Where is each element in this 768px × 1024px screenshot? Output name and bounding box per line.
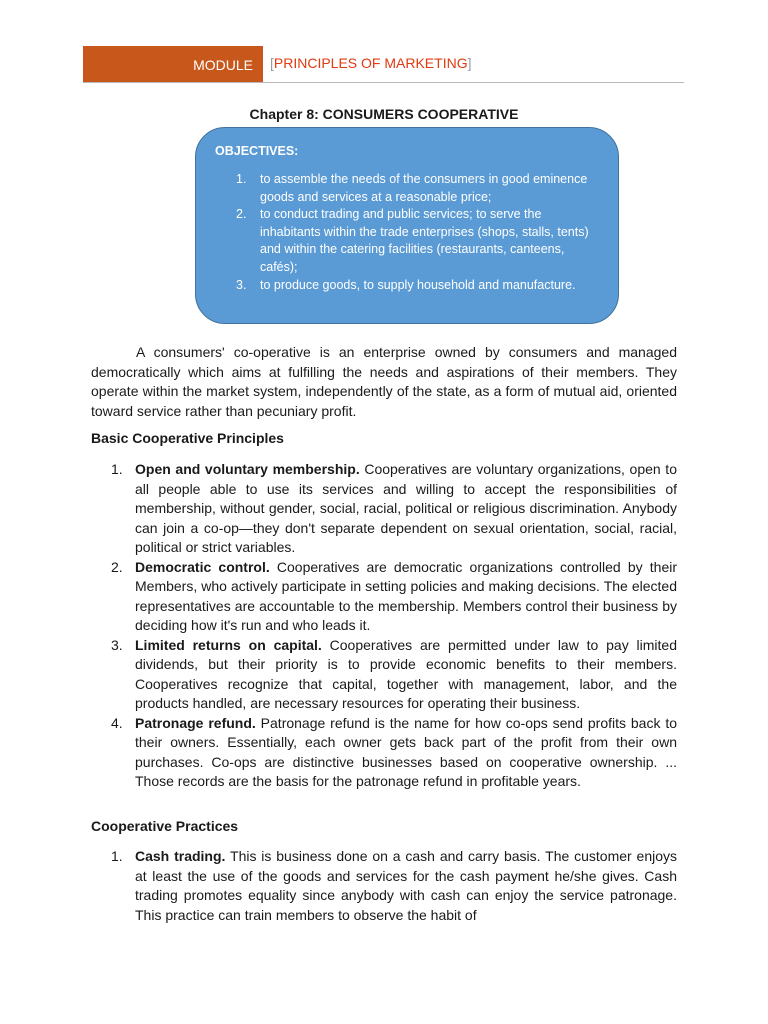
intro-paragraph: A consumers' co-operative is an enterprise owned by consumers and managed democratically which aims at fulfilling the needs and aspirations of their members. They operate within the market system, independently of the state, as a form of mutual aid, oriented toward service rather than pecuniary profit. (91, 344, 677, 419)
principles-list (109, 460, 677, 792)
objective-text: to assemble the needs of the consumers in good eminence goods and services at a reasonable price; (260, 172, 588, 204)
principles-heading: Basic Cooperative Principles (91, 430, 284, 446)
objectives-label: OBJECTIVES: (215, 144, 299, 158)
principle-number: 4. (111, 714, 123, 731)
practices-list (109, 847, 677, 925)
module-label: MODULE (83, 46, 263, 82)
principle-item (109, 460, 677, 558)
objectives-list (234, 171, 594, 294)
practice-title: Cash trading. (135, 848, 226, 864)
principle-text: Cooperatives are democratic organizations controlled by their Members, who actively participate in setting policies and making decisions. The elected representatives are accountable to the membership. Members control their business by deciding how it's run and who leads it. (135, 558, 678, 633)
principle-text: Patronage refund is the name for how co-ops send profits back to their owners. Essentially, each owner gets back part of the profit from their own purchases. Co-ops are distinctive businesses based on cooperative ownership. ... Those records are the basis for the patronage refund in profitable years. (135, 714, 678, 789)
objective-number: 2. (236, 207, 247, 222)
principle-number: 2. (111, 558, 123, 575)
principle-title: Democratic control. (135, 558, 270, 575)
principle-item (109, 636, 677, 714)
practice-text: This is business done on a cash and carry basis. The customer enjoys at least the use of the goods and services for the cash payment he/she gives. Cash trading promotes equality since anybody with cash can enjoy the service patronage. This practice can train members to observe the habit of (135, 848, 677, 923)
practice-item (109, 847, 677, 925)
objective-text: to produce goods, to supply household and manufacture. (260, 277, 576, 292)
objective-item (234, 277, 594, 295)
objective-text: to conduct trading and public services; to serve the inhabitants within the trade enterprises (shops, stalls, tents) and within the catering facilities (restaurants, canteens, cafés); (260, 207, 589, 274)
title-bracket-close: ] (467, 55, 472, 71)
chapter-title: Chapter 8: CONSUMERS COOPERATIVE (249, 106, 519, 122)
module-title-text: PRINCIPLES OF MARKETING (273, 55, 468, 71)
module-title (270, 55, 471, 71)
objectives-box (195, 127, 619, 324)
principle-title: Patronage refund. (135, 714, 256, 731)
principle-item (109, 558, 677, 636)
principle-number: 1. (111, 461, 123, 477)
principle-title: Limited returns on capital. (135, 636, 322, 653)
principle-item (109, 714, 677, 792)
objective-number: 1. (236, 172, 247, 186)
module-header (83, 46, 684, 83)
principle-number: 3. (111, 636, 123, 653)
objective-item (234, 171, 594, 206)
principle-text: Cooperatives are voluntary organizations, open to all people able to use its services and willing to accept the responsibilities of membership, without gender, social, racial, political or religious discrimination. Anybody can join a co-op—they don't separate dependent on sexual orientation, social, racial, political or strict variables. (135, 461, 677, 555)
principle-text: Cooperatives are permitted under law to pay limited dividends, but their priority is to provide economic benefits to their members. Cooperatives recognize that capital, together with management, labor, and the products handled, are necessary resources for operating their business. (135, 636, 677, 711)
principle-title: Open and voluntary membership. (135, 461, 360, 477)
practice-number: 1. (111, 848, 123, 864)
objective-item (234, 206, 594, 276)
objective-number: 3. (236, 277, 247, 292)
title-bracket-open: [ (270, 55, 274, 71)
practices-heading: Cooperative Practices (91, 818, 239, 834)
